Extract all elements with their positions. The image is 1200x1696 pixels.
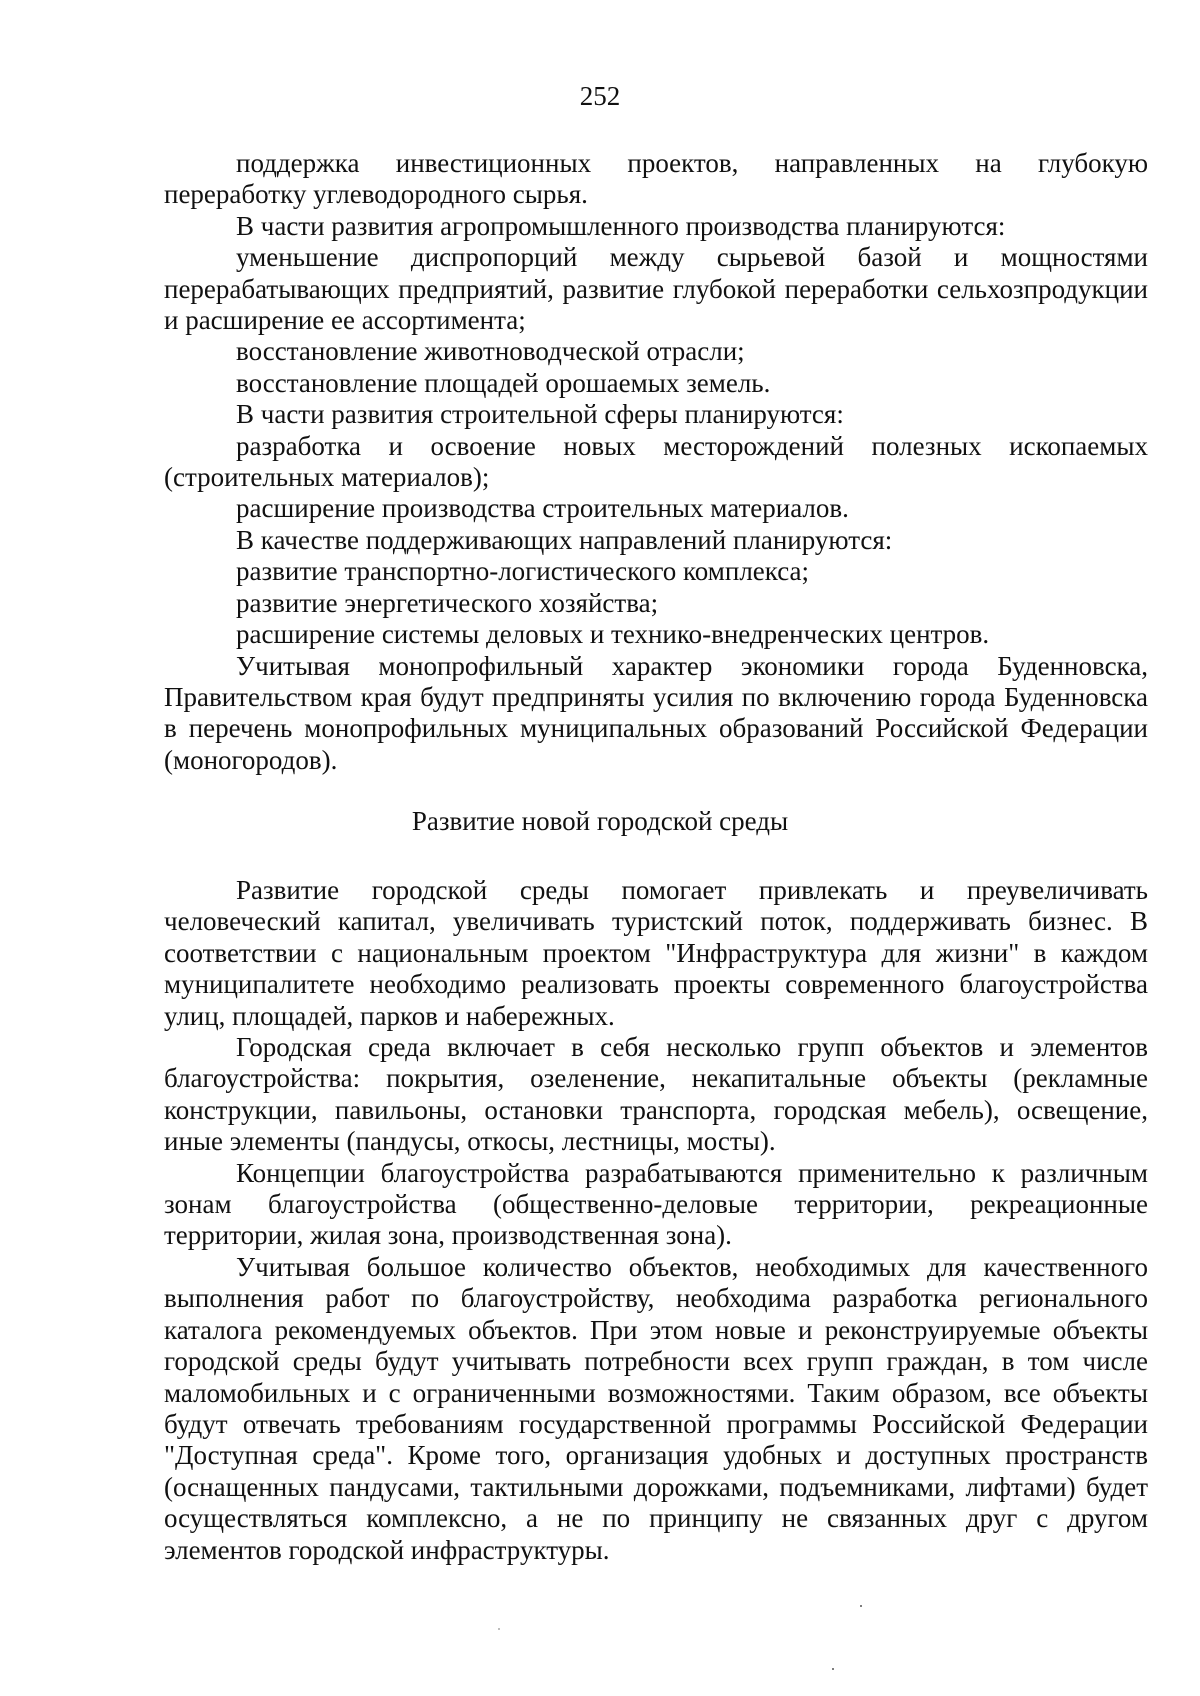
paragraph: восстановление площадей орошаемых земель. [236, 367, 771, 398]
paragraph: Городская среда включает в себя несколько групп объектов и элементов благоустройства: покрытия, озеленение, некапитальные объекты (рекламные конструкции, павильоны, остановки транспорта, городская мебель), освещение, иные элементы (пандусы, откосы, лестницы, мосты). [164, 1032, 1148, 1157]
scan-speck [832, 1668, 834, 1670]
paragraph: Развитие городской среды помогает привлекать и преувеличивать человеческий капитал, увеличивать туристский поток, поддерживать бизнес. В соответствии с национальным проектом "Инфраструктура для жизни" в каждом муниципалитете необходимо реализовать проекты современного благоустройства улиц, площадей, парков и набережных. [164, 875, 1148, 1031]
page-number: 252 [579, 81, 621, 111]
paragraph: развитие транспортно-логистического комплекса; [236, 556, 810, 587]
paragraph: Учитывая монопрофильный характер экономики города Буденновска, Правительством края будут предприняты усилия по включению города Буденновска в перечень монопрофильных муниципальных образований Российской Федерации (моногородов). [164, 650, 1148, 775]
scan-speck [860, 1605, 862, 1607]
paragraph: расширение системы деловых и технико-внедренческих центров. [236, 619, 990, 650]
paragraph: уменьшение диспропорций между сырьевой базой и мощностями перерабатывающих предприятий, развитие глубокой переработки сельхозпродукции и расширение ее ассортимента; [164, 242, 1148, 336]
paragraph: Учитывая большое количество объектов, необходимых для качественного выполнения работ по благоустройству, необходима разработка регионального каталога рекомендуемых объектов. При этом новые и реконструируемые объекты городской среды будут учитывать потребности всех групп граждан, в том числе маломобильных и с ограниченными возможностями. Таким образом, все объекты будут отвечать требованиям государственной программы Российской Федерации "Доступная среда". Кроме того, организация удобных и доступных пространств (оснащенных пандусами, тактильными дорожками, подъемниками, лифтами) будет осуществляться комплексно, а не по принципу не связанных друг с другом элементов городской инфраструктуры. [164, 1251, 1148, 1565]
paragraph: В качестве поддерживающих направлений планируются: [236, 524, 893, 555]
paragraph: расширение производства строительных материалов. [236, 493, 849, 524]
paragraph: Концепции благоустройства разрабатываются применительно к различным зонам благоустройства (общественно-деловые территории, рекреационные территории, жилая зона, производственная зона). [164, 1157, 1148, 1251]
paragraph: В части развития строительной сферы планируются: [236, 399, 844, 430]
section-heading: Развитие новой городской среды [411, 806, 789, 836]
bottom-text-block [164, 875, 1148, 1566]
top-text-block [164, 148, 1148, 776]
paragraph: развитие энергетического хозяйства; [236, 587, 659, 618]
paragraph: поддержка инвестиционных проектов, направленных на глубокую переработку углеводородного сырья. [164, 148, 1148, 210]
paragraph: разработка и освоение новых месторождений полезных ископаемых (строительных материалов); [164, 430, 1148, 493]
paragraph: В части развития агропромышленного производства планируются: [236, 210, 1006, 241]
scan-speck [498, 1628, 500, 1630]
paragraph: восстановление животноводческой отрасли; [236, 336, 745, 367]
